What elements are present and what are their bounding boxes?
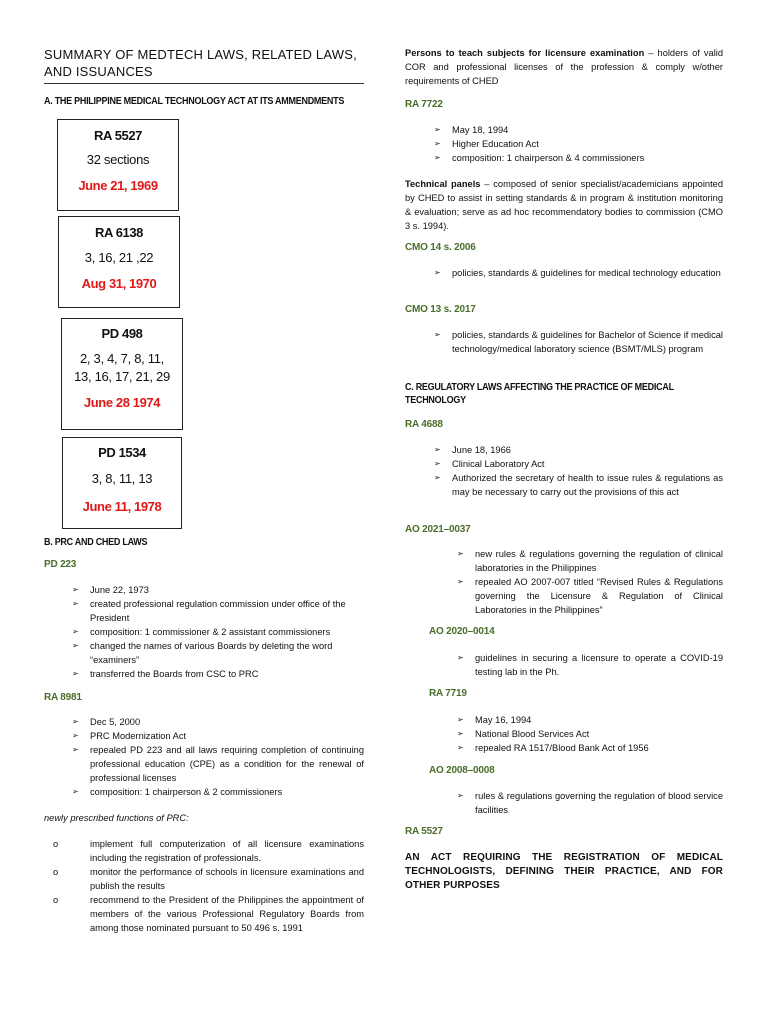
arrow-bullet-icon: ➢ — [434, 125, 441, 134]
list-item: ➢ rules & regulations governing the regulation of blood service facilities — [457, 791, 723, 815]
law-tag-ra7722: RA 7722 — [405, 99, 443, 110]
law-box-sections: 2, 3, 4, 7, 8, 11, 13, 16, 17, 21, 29 — [74, 351, 170, 384]
circle-bullet-icon: o — [53, 867, 59, 877]
ra4688-list — [434, 443, 723, 499]
law-tag-ao2021-0037: AO 2021–0037 — [405, 524, 471, 535]
list-item: ➢ repealed RA 1517/Blood Bank Act of 1956 — [457, 743, 649, 753]
circle-bullet-icon: o — [53, 895, 59, 905]
ra8981-list — [72, 715, 364, 799]
persons-paragraph: Persons to teach subjects for licensure examination – holders of valid COR and professional licenses of the profession & comply w/other requirements of CHED — [405, 48, 723, 86]
arrow-bullet-icon: ➢ — [434, 445, 441, 454]
ra5527-description: AN ACT REQUIRING THE REGISTRATION OF MEDICAL TECHNOLOGISTS, DEFINING THEIR PRACTICE, AND FOR OTHER PURPOSES — [405, 852, 723, 891]
technical-panels-paragraph: Technical panels – composed of senior specialist/academicians appointed by CHED to assist in setting standards & in program & institution monitoring & evaluation; serve as ad hoc recommendatory bodies to commission (CMO 3 s. 1994). — [405, 179, 723, 231]
arrow-bullet-icon: ➢ — [72, 669, 79, 678]
arrow-bullet-icon: ➢ — [434, 473, 441, 482]
list-item: o recommend to the President of the Philippines the appointment of members of the various Professional Regulatory Boards from among those nominated pursuant to 50 496 s. 1991 — [53, 895, 364, 933]
functions-list — [53, 837, 364, 935]
law-box-ra6138 — [58, 216, 180, 308]
arrow-bullet-icon: ➢ — [434, 459, 441, 468]
law-box-date: June 28 1974 — [83, 395, 161, 410]
list-item: ➢ guidelines in securing a licensure to operate a COVID-19 testing lab in the Ph. — [457, 653, 723, 677]
law-box-date: Aug 31, 1970 — [81, 276, 157, 291]
arrow-bullet-icon: ➢ — [434, 139, 441, 148]
arrow-bullet-icon: ➢ — [457, 653, 464, 662]
list-item: ➢ Higher Education Act — [434, 139, 539, 149]
list-item: ➢ policies, standards & guidelines for medical technology education — [434, 268, 721, 278]
law-box-pd498 — [61, 318, 183, 430]
law-box-name: PD 498 — [101, 326, 143, 341]
law-tag-ra8981: RA 8981 — [44, 692, 82, 703]
list-item: ➢ new rules & regulations governing the regulation of clinical laboratories in the Philippines — [457, 549, 723, 573]
law-box-date: June 11, 1978 — [82, 499, 162, 514]
list-item: ➢ Dec 5, 2000 — [72, 717, 141, 727]
list-item: ➢ composition: 1 commissioner & 2 assistant commissioners — [72, 627, 331, 637]
list-item: ➢ repealed PD 223 and all laws requiring completion of continuing professional education (CPE) as a condition for the renewal of professional licenses — [72, 745, 364, 783]
list-item: o monitor the performance of schools in licensure examinations and publish the results — [53, 867, 364, 891]
arrow-bullet-icon: ➢ — [72, 641, 79, 650]
arrow-bullet-icon: ➢ — [457, 729, 464, 738]
law-box-name: PD 1534 — [98, 445, 146, 460]
law-box-sections: 3, 8, 11, 13 — [91, 471, 153, 486]
law-box-name: RA 5527 — [93, 128, 143, 143]
pd223-list — [72, 583, 364, 681]
law-tag-cmo14: CMO 14 s. 2006 — [405, 242, 476, 253]
list-item: ➢ June 22, 1973 — [72, 585, 149, 595]
law-tag-ra5527: RA 5527 — [405, 826, 443, 837]
document-title: SUMMARY OF MEDTECH LAWS, RELATED LAWS, AND ISSUANCES — [44, 47, 357, 79]
arrow-bullet-icon: ➢ — [457, 715, 464, 724]
law-tag-ra4688: RA 4688 — [405, 419, 443, 430]
list-item: ➢ June 18, 1966 — [434, 445, 511, 455]
list-item: ➢ changed the names of various Boards by deleting the word “examiners” — [72, 641, 333, 665]
law-tag-cmo13: CMO 13 s. 2017 — [405, 304, 476, 315]
arrow-bullet-icon: ➢ — [457, 577, 464, 586]
law-box-name: RA 6138 — [94, 225, 144, 240]
arrow-bullet-icon: ➢ — [434, 330, 441, 339]
section-b-heading: B. PRC AND CHED LAWS — [44, 537, 148, 548]
arrow-bullet-icon: ➢ — [72, 787, 79, 796]
arrow-bullet-icon: ➢ — [72, 717, 79, 726]
law-tag-pd223: PD 223 — [44, 559, 77, 570]
list-item: ➢ Authorized the secretary of health to issue rules & regulations as may be necessary to carry out the provisions of this act — [434, 473, 723, 497]
list-item: ➢ policies, standards & guidelines for Bachelor of Science if medical technology/medical laboratory science (BSMT/MLS) program — [434, 330, 723, 354]
law-tag-ra7719: RA 7719 — [429, 688, 467, 699]
law-tag-ao2008-0008: AO 2008–0008 — [429, 765, 495, 776]
arrow-bullet-icon: ➢ — [457, 743, 464, 752]
arrow-bullet-icon: ➢ — [72, 745, 79, 754]
list-item: ➢ composition: 1 chairperson & 2 commissioners — [72, 787, 283, 797]
ao2021-list — [457, 547, 723, 617]
list-item: ➢ May 16, 1994 — [457, 715, 532, 725]
list-item: ➢ PRC Modernization Act — [72, 731, 187, 741]
arrow-bullet-icon: ➢ — [72, 599, 79, 608]
list-item: ➢ repealed AO 2007-007 titled “Revised Rules & Regulations governing the Licensure & Regulation of Clinical Laboratories in the Philippines” — [457, 577, 723, 615]
law-box-pd1534 — [62, 437, 182, 529]
list-item: ➢ National Blood Services Act — [457, 729, 590, 739]
list-item: ➢ created professional regulation commission under office of the President — [72, 599, 346, 623]
circle-bullet-icon: o — [53, 839, 59, 849]
list-item: ➢ May 18, 1994 — [434, 125, 509, 135]
law-box-date: June 21, 1969 — [78, 178, 158, 193]
arrow-bullet-icon: ➢ — [72, 585, 79, 594]
law-box-sections: 3, 16, 21 ,22 — [84, 250, 154, 265]
arrow-bullet-icon: ➢ — [457, 549, 464, 558]
cmo13-list — [434, 328, 723, 356]
arrow-bullet-icon: ➢ — [72, 627, 79, 636]
title-divider — [44, 83, 364, 84]
law-tag-ao2020-0014: AO 2020–0014 — [429, 626, 495, 637]
section-c-heading: C. REGULATORY LAWS AFFECTING THE PRACTICE OF MEDICAL TECHNOLOGY — [405, 382, 674, 406]
list-item: ➢ composition: 1 chairperson & 4 commissioners — [434, 153, 645, 163]
arrow-bullet-icon: ➢ — [72, 731, 79, 740]
law-box-sections: 32 sections — [86, 152, 150, 167]
law-box-ra5527 — [57, 119, 179, 211]
list-item: o implement full computerization of all licensure examinations including the registration of professionals. — [53, 839, 364, 863]
cmo14-list — [434, 266, 723, 280]
ra7722-list — [434, 123, 723, 165]
arrow-bullet-icon: ➢ — [434, 153, 441, 162]
ao2020-list — [457, 651, 723, 679]
section-a-heading: A. THE PHILIPPINE MEDICAL TECHNOLOGY ACT AT ITS AMMENDMENTS — [44, 96, 345, 107]
functions-note: newly prescribed functions of PRC: — [44, 813, 189, 823]
list-item: ➢ transferred the Boards from CSC to PRC — [72, 669, 259, 679]
list-item: ➢ Clinical Laboratory Act — [434, 459, 545, 469]
ao2008-list — [457, 789, 723, 817]
arrow-bullet-icon: ➢ — [457, 791, 464, 800]
arrow-bullet-icon: ➢ — [434, 268, 441, 277]
ra7719-list — [457, 713, 723, 755]
